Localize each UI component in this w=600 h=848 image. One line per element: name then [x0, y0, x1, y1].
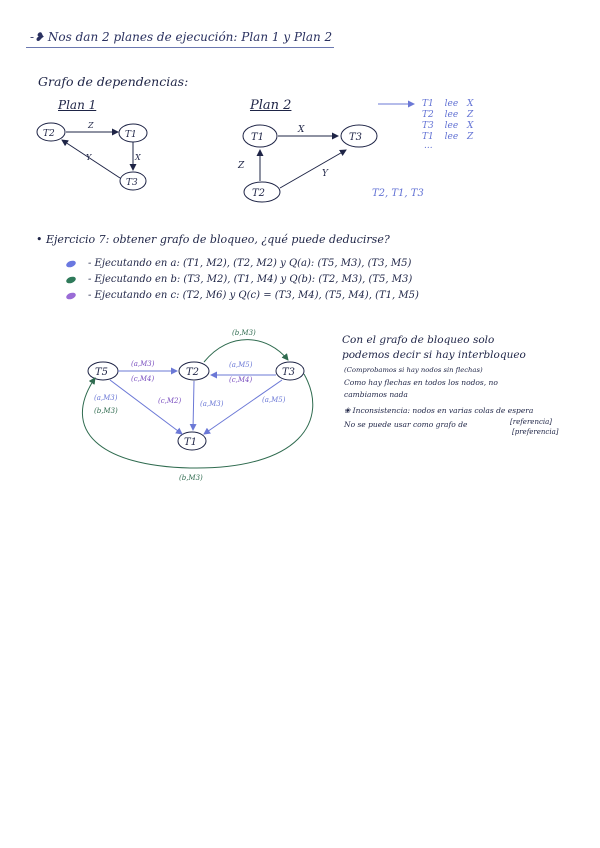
bg-label: (a,M3) [200, 400, 224, 408]
plan2-node-t2-label: T2 [252, 188, 266, 199]
lock-t: T2 [422, 110, 434, 120]
bg-edge-t2-t1 [193, 381, 194, 430]
lock-t: T1 [422, 132, 434, 142]
note-line-5: cambiamos nada [344, 390, 408, 399]
lock-var: X [467, 121, 474, 131]
lock-t: T3 [422, 121, 434, 131]
bg-label: (b,M3) [232, 329, 256, 337]
lock-var: Z [467, 132, 474, 142]
bg-label: (a,M3) [131, 360, 155, 368]
plan1-label: Plan 1 [58, 98, 97, 112]
exercise-row-b: - Ejecutando en b: (T3, M2), (T1, M4) y Q(b): (T2, M3), (T5, M3) [88, 274, 413, 285]
bg-edge-bottom-loop [82, 374, 312, 468]
lock-op: lee [444, 132, 459, 142]
bg-node-t5-label: T5 [95, 367, 109, 378]
plan2-label: Plan 2 [250, 98, 292, 113]
note-line-7: No se puede usar como grafo de [344, 420, 468, 429]
plan1-node-t3-label: T3 [126, 178, 138, 188]
bg-label: (b,M3) [94, 407, 118, 415]
bg-label: (a,M3) [94, 394, 118, 402]
bg-label: (a,M5) [262, 396, 286, 404]
lock-t: T1 [422, 99, 434, 109]
note-line-1: Con el grafo de bloqueo solo [342, 334, 495, 346]
bg-node-t1-label: T1 [184, 437, 198, 448]
lock-op: lee [444, 121, 459, 131]
lock-op: lee [444, 110, 459, 120]
lock-ellipsis: ... [424, 141, 433, 151]
bg-label: (b,M3) [179, 474, 203, 482]
note-line-7c: [preferencia] [512, 428, 559, 436]
plan2-node-t3-label: T3 [349, 132, 363, 143]
bg-label: (a,M5) [229, 361, 253, 369]
bg-edge-t2-t3 [204, 340, 288, 362]
note-line-6: ❀ Inconsistencia: nodos en varias colas de espera [344, 406, 534, 415]
plan1-edge-label-x: X [135, 153, 141, 162]
plan1-node-t2-label: T2 [43, 129, 55, 139]
bg-node-t3-label: T3 [282, 367, 296, 378]
note-line-3: (Comprobamos si hay nodos sin flechas) [344, 366, 483, 374]
bg-edge-t5-t1 [110, 380, 182, 434]
deps-heading: Grafo de dependencias: [38, 74, 189, 89]
lock-var: X [467, 99, 474, 109]
plan1-edge-label-y: Y [86, 153, 92, 162]
exercise-row-a: - Ejecutando en a: (T1, M2), (T2, M2) y Q(a): (T5, M3), (T3, M5) [88, 258, 412, 269]
exercise-row-c: - Ejecutando en c: (T2, M6) y Q(c) = (T3, M4), (T5, M4), (T1, M5) [88, 290, 419, 301]
lock-var: Z [467, 110, 474, 120]
plan2-node-t1-label: T1 [251, 132, 265, 143]
plan2-edge-label-z: Z [238, 161, 245, 171]
plan1-edge-label-z: Z [88, 121, 94, 130]
note-line-4: Como hay flechas en todos los nodos, no [344, 378, 498, 387]
note-line-7b: [referencia] [510, 418, 553, 426]
bg-node-t2-label: T2 [186, 367, 200, 378]
note-line-2: podemos decir si hay interbloqueo [342, 349, 526, 361]
plan2-edge-label-y: Y [322, 169, 328, 179]
plan2-edge-label-x: X [298, 125, 305, 135]
lock-op: lee [444, 99, 459, 109]
exercise-prompt: • Ejercicio 7: obtener grafo de bloqueo, ¿qué puede deducirse? [36, 233, 390, 246]
serial-order: T2, T1, T3 [372, 188, 424, 199]
page-title: -❥ Nos dan 2 planes de ejecución: Plan 1 y Plan 2 [30, 30, 333, 44]
plan1-node-t1-label: T1 [125, 130, 137, 140]
bg-label: (c,M4) [131, 375, 155, 383]
bg-label: (c,M2) [158, 397, 182, 405]
bg-label: (c,M4) [229, 376, 253, 384]
